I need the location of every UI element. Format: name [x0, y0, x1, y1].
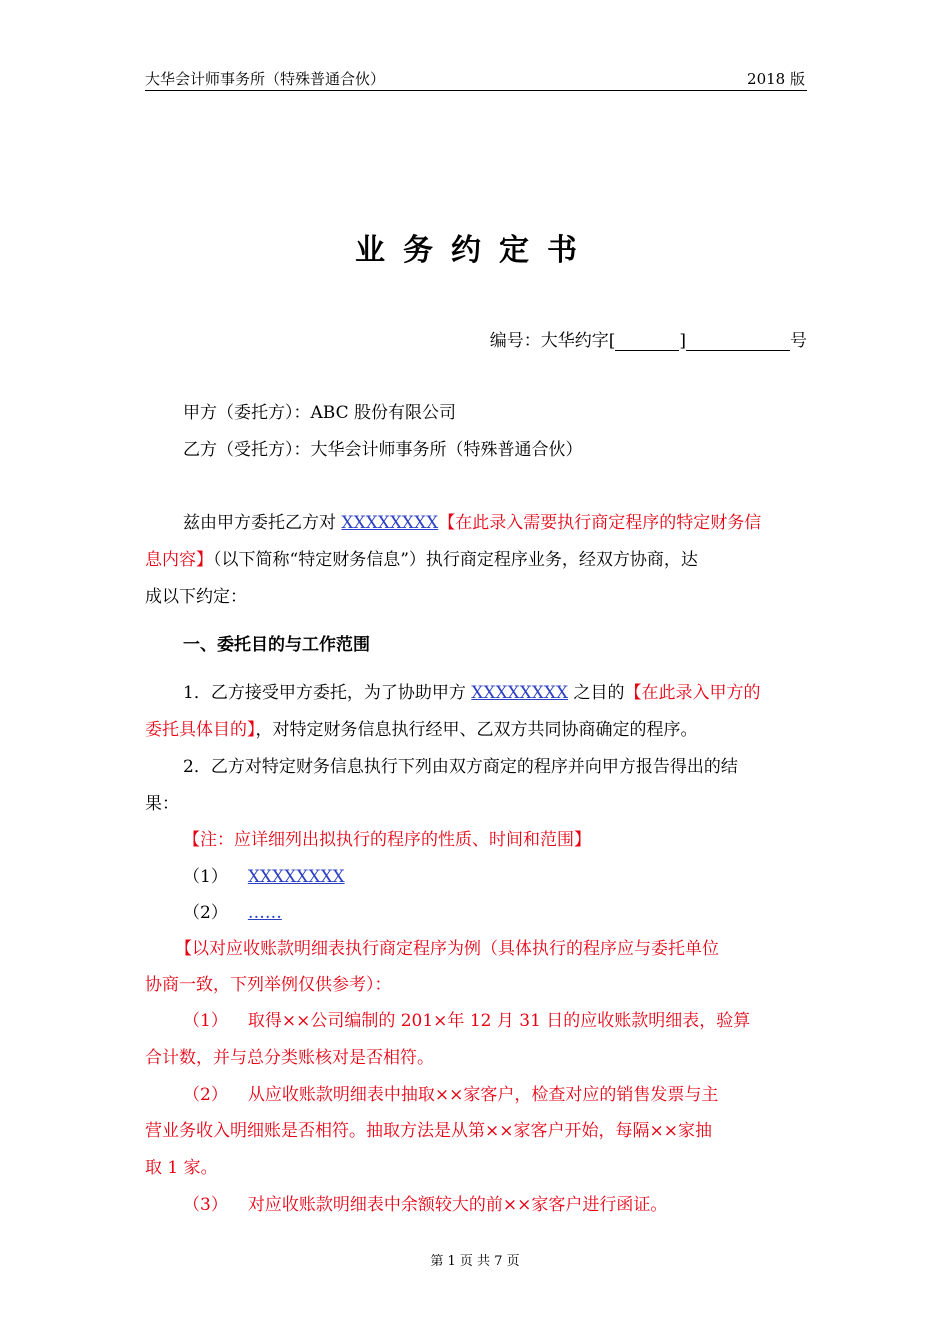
contract-number-suffix: 号 [790, 331, 807, 351]
intro-text-cont: （以下简称“特定财务信息”）执行商定程序业务，经双方协商，达 [213, 550, 698, 570]
party-b: 乙方（受托方）：大华会计师事务所（特殊普通合伙） [183, 440, 583, 460]
header-version: 2018 版 [747, 70, 805, 88]
contract-number-blank-year[interactable] [615, 330, 679, 351]
item-1-line-2 [145, 715, 698, 740]
item-1-red-note-end: 委托具体目的】 [145, 720, 256, 740]
example-intro-line-1: 【以对应收账款明细表执行商定程序为例（具体执行的程序应与委托单位 [175, 939, 719, 959]
item-2-line-2: 果： [145, 794, 179, 814]
procedure-1-number: （1） [183, 867, 228, 887]
section-1-heading: 一、委托目的与工作范围 [183, 635, 370, 655]
example-2-line-3: 取 1 家。 [145, 1158, 218, 1178]
intro-placeholder-link[interactable]: XXXXXXXX [341, 513, 439, 533]
procedure-note: 【注：应详细列出拟执行的程序的性质、时间和范围】 [183, 830, 591, 850]
item-1-line-1 [183, 678, 760, 703]
page-footer: 第 1 页 共 7 页 [430, 1254, 520, 1269]
party-a: 甲方（委托方）：ABC 股份有限公司 [183, 403, 456, 423]
example-1-text: 取得××公司编制的 201×年 12 月 31 日的应收账款明细表，验算 [247, 1011, 751, 1031]
contract-number [490, 326, 807, 351]
procedure-1-link[interactable]: XXXXXXXX [247, 867, 345, 887]
item-2-line-1: 2．乙方对特定财务信息执行下列由双方商定的程序并向甲方报告得出的结 [183, 757, 738, 777]
example-intro-line-2: 协商一致，下列举例仅供参考）： [145, 975, 392, 995]
intro-line-2 [145, 545, 698, 570]
item-1-text-3: ，对特定财务信息执行经甲、乙双方共同协商确定的程序。 [255, 720, 698, 740]
example-1-line-2: 合计数，并与总分类账核对是否相符。 [145, 1048, 434, 1068]
example-3-number: （3） [183, 1195, 228, 1215]
intro-text: 兹由甲方委托乙方对 [183, 513, 342, 533]
procedure-2-number: （2） [183, 903, 228, 923]
example-1-line-1 [183, 1006, 750, 1031]
contract-number-blank-serial[interactable] [686, 330, 790, 351]
procedure-1 [183, 862, 345, 887]
example-2-number: （2） [183, 1085, 228, 1105]
procedure-2 [183, 898, 282, 923]
item-1-text: 1．乙方接受甲方委托，为了协助甲方 [183, 683, 472, 703]
example-2-line-2: 营业务收入明细账是否相符。抽取方法是从第××家客户开始，每隔××家抽 [145, 1121, 712, 1141]
intro-red-note-end: 息内容】 [145, 550, 213, 570]
item-1-text-2: 之目的 [568, 683, 625, 703]
page-header [145, 66, 807, 91]
example-2-text: 从应收账款明细表中抽取××家客户，检查对应的销售发票与主 [247, 1085, 719, 1105]
contract-number-prefix: 编号：大华约字[ [489, 331, 616, 351]
document-title: 业务约定书 [355, 233, 595, 268]
item-1-placeholder-link[interactable]: XXXXXXXX [471, 683, 569, 703]
header-firm-name: 大华会计师事务所（特殊普通合伙） [145, 70, 386, 88]
item-1-red-note: 【在此录入甲方的 [624, 683, 761, 703]
contract-number-middle: ] [679, 331, 686, 351]
example-1-number: （1） [183, 1011, 228, 1031]
example-2-line-1 [183, 1080, 718, 1105]
example-3-line-1 [183, 1190, 667, 1215]
intro-line-3: 成以下约定： [145, 587, 247, 607]
procedure-2-link[interactable]: …… [247, 903, 282, 923]
intro-line-1 [183, 508, 761, 533]
intro-red-note: 【在此录入需要执行商定程序的特定财务信 [438, 513, 762, 533]
example-3-text: 对应收账款明细表中余额较大的前××家客户进行函证。 [247, 1195, 668, 1215]
